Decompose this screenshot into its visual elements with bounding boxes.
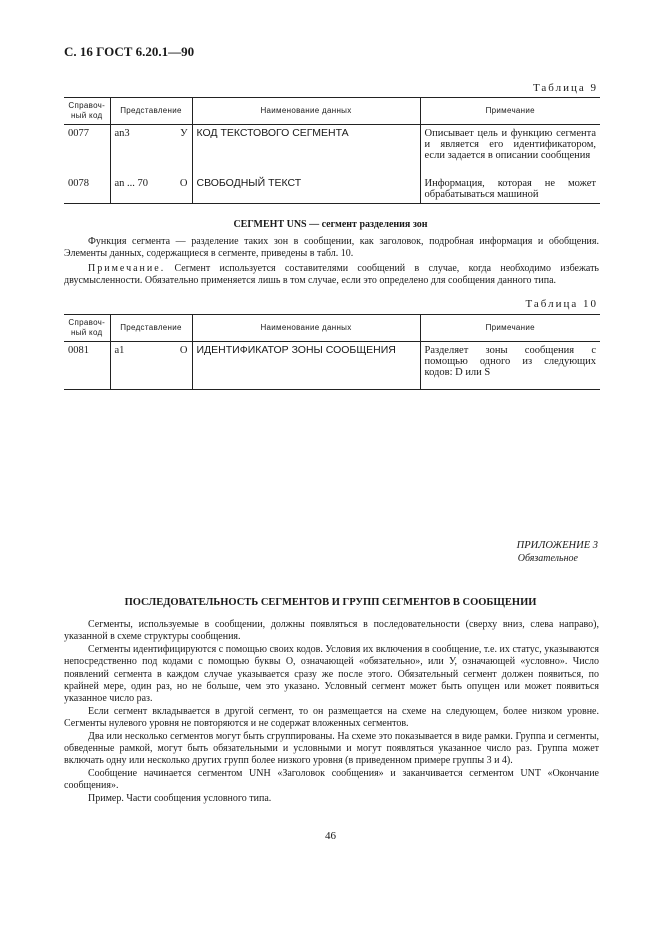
page-number: 46 xyxy=(325,830,336,842)
repr-value: an ... 70 xyxy=(114,177,149,189)
table10-caption: Таблица 10 xyxy=(525,298,598,310)
req-status: О xyxy=(179,345,188,356)
row-code: 0078 xyxy=(64,175,110,204)
row-name: КОД ТЕКСТОВОГО СЕГМЕНТА xyxy=(192,125,420,175)
row-note: Информация, которая не может обрабатываться машиной xyxy=(420,175,600,204)
appendix-subtitle: Обязательное xyxy=(517,553,578,564)
note-text: Сегмент используется составителями сообщений в случае, когда необходимо избежать двусмысленности. Обязательно применяется лишь в том случае, если это определено для сообщения данного типа. xyxy=(64,263,599,287)
table10-header-row xyxy=(64,315,600,342)
row-note: Описывает цель и функцию сегмента и является его идентификатором, если задается в описании сообщения xyxy=(420,125,600,175)
table10-col-repr: Представление xyxy=(110,315,192,342)
row-code: 0077 xyxy=(68,128,89,139)
section-uns-title: СЕГМЕНТ UNS — сегмент разделения зон xyxy=(233,219,428,230)
body-paragraph: Сегменты, используемые в сообщении, должны появляться в последовательности (сверху вниз, слева направо), указанной в схеме структуры сообщения. xyxy=(64,619,599,643)
body-paragraph: Сообщение начинается сегментом UNH «Заголовок сообщения» и заканчивается сегментом UNT «Окончание сообщения». xyxy=(64,767,599,792)
body-paragraph: Пример. Части сообщения условного типа. xyxy=(88,792,272,804)
row-repr xyxy=(110,342,192,390)
table9-caption: Таблица 9 xyxy=(532,82,598,94)
repr-value: an3 xyxy=(114,128,130,139)
page-header: С. 16 ГОСТ 6.20.1—90 xyxy=(64,44,195,59)
body-paragraph: Сегменты идентифицируются с помощью своих кодов. Условия их включения в сообщение, т.е. их статус, указываются непосредственно под кодами с помощью буквы О, означающей «обязательно», или У, означающей «условно». Число появлений сегмента в каждом случае указывается сразу же после этого. Обязательный сегмент должен появиться, по крайней мере, один раз, но не больше, чем это указано. Условный сегмент может быть опущен или может появиться указанное число раз. xyxy=(64,643,599,705)
table10 xyxy=(64,314,600,390)
req-status: У xyxy=(180,128,188,139)
body-paragraph: Два или несколько сегментов могут быть сгруппированы. На схеме это показывается в виде рамки. Группа и сегменты, обведенные рамкой, могут быть обязательными и условными и могут появляться указанное число раз. Группа может включать одну или несколько других групп более низкого уровня (в приведенном примере группы 3 и 4). xyxy=(64,730,599,767)
row-code: 0081 xyxy=(64,342,110,390)
appendix-title: ПРИЛОЖЕНИЕ 3 xyxy=(516,540,598,551)
table9-col-name: Наименование данных xyxy=(192,98,420,125)
note-label: Примечание. xyxy=(88,263,166,274)
uns-note xyxy=(64,263,599,288)
table9-col-note: Примечание xyxy=(420,98,600,125)
table-row xyxy=(64,175,600,204)
table-row xyxy=(64,125,600,175)
body-paragraph: Если сегмент вкладывается в другой сегмент, то он размещается на схеме на следующем, более низком уровне. Сегменты нулевого уровня не повторяются и не содержат вложенных сегментов. xyxy=(64,705,599,730)
table10-col-name: Наименование данных xyxy=(192,315,420,342)
main-heading: ПОСЛЕДОВАТЕЛЬНОСТЬ СЕГМЕНТОВ И ГРУПП СЕГМЕНТОВ В СООБЩЕНИИ xyxy=(124,597,537,608)
body-text xyxy=(64,619,599,805)
row-repr xyxy=(110,125,192,175)
table10-col-note: Примечание xyxy=(420,315,600,342)
row-name: ИДЕНТИФИКАТОР ЗОНЫ СООБЩЕНИЯ xyxy=(192,342,420,390)
table9-col-code: Справоч-ный код xyxy=(64,98,110,125)
repr-value: a1 xyxy=(114,345,125,356)
row-repr xyxy=(110,175,192,204)
table9-header-row xyxy=(64,98,600,125)
table10-col-code: Справоч-ный код xyxy=(64,315,110,342)
uns-paragraph: Функция сегмента — разделение таких зон в сообщении, как заголовок, подробная информация и обобщения. Элементы данных, содержащиеся в сегменте, приведены в табл. 10. xyxy=(64,236,599,260)
table-row xyxy=(64,342,600,390)
table9 xyxy=(64,97,600,204)
row-note: Разделяет зоны сообщения с помощью одного из следующих кодов: D или S xyxy=(420,342,600,390)
row-name: СВОБОДНЫЙ ТЕКСТ xyxy=(192,175,420,204)
req-status: О xyxy=(179,177,188,189)
table9-col-repr: Представление xyxy=(110,98,192,125)
